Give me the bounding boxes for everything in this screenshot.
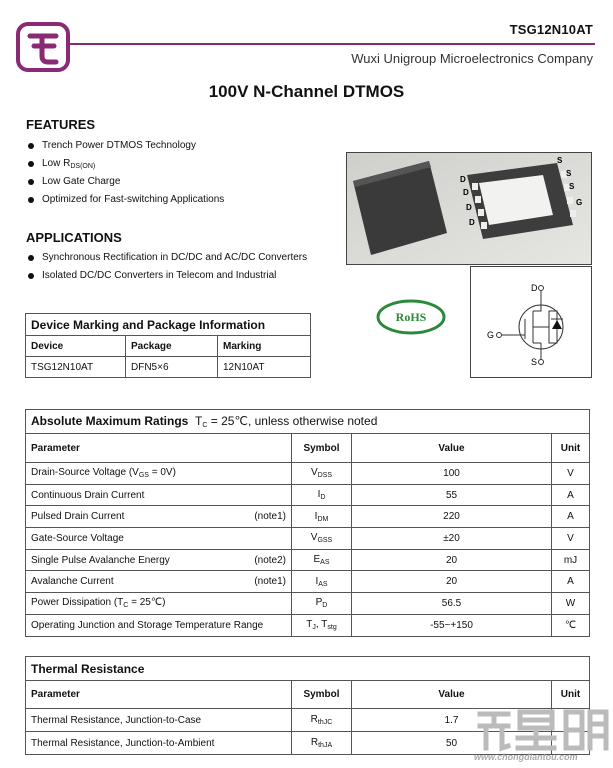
unit-cell: A: [552, 506, 590, 528]
marking-table: [25, 313, 311, 378]
pin-label: S: [557, 156, 563, 165]
table-row: [26, 357, 311, 378]
amr-table-title: Absolute Maximum Ratings $T_C$ = 25℃, unless otherwise noted: [26, 410, 590, 434]
document-title: 100V N-Channel DTMOS: [208, 82, 405, 101]
symbol-cell: $I_{DM}$: [292, 506, 352, 528]
pin-label: S: [569, 182, 575, 191]
note-ref: (note2): [254, 554, 286, 566]
package-illustration: [347, 153, 592, 265]
table-row: [26, 506, 590, 528]
marking-header: Package: [126, 336, 218, 357]
value-cell: 1.7: [352, 709, 552, 732]
marking-cell: 12N10AT: [218, 357, 311, 378]
table-row: [26, 593, 590, 615]
pin-label: D: [469, 218, 475, 227]
value-cell: 20: [352, 571, 552, 593]
value-cell: 55: [352, 484, 552, 506]
parameter-cell: Thermal Resistance, Junction-to-Ambient: [26, 732, 292, 755]
value-cell: 100: [352, 463, 552, 485]
table-row: [26, 549, 590, 571]
parameter-cell: Operating Junction and Storage Temperature Range: [26, 614, 292, 636]
gate-label: G: [487, 330, 495, 340]
symbol-cell: $E_{AS}$: [292, 549, 352, 571]
application-item: Synchronous Rectification in DC/DC and AC/DC Converters: [26, 251, 307, 269]
table-row: [26, 528, 590, 550]
pin-label: S: [566, 169, 572, 178]
table-row: [26, 463, 590, 485]
pin-label: D: [463, 188, 469, 197]
absolute-max-ratings-table: [25, 409, 590, 637]
parameter-cell: Power Dissipation ($T_C$ = 25℃): [26, 593, 292, 615]
value-cell: -55~+150: [352, 614, 552, 636]
unit-cell: A: [552, 484, 590, 506]
amr-header: Parameter: [26, 434, 292, 463]
marking-table-title: Device Marking and Package Information: [26, 314, 311, 336]
feature-item: Optimized for Fast-switching Applications: [26, 193, 224, 211]
drain-label: D: [531, 283, 538, 293]
applications-list: [26, 251, 307, 287]
features-list: [26, 139, 224, 211]
mosfet-schematic: [470, 266, 592, 378]
company-name: Wuxi Unigroup Microelectronics Company: [351, 51, 593, 66]
source-label: S: [531, 357, 538, 367]
feature-item: Low $R_{DS(ON)}$: [26, 157, 224, 175]
note-ref: (note1): [254, 511, 286, 523]
marking-header: Marking: [218, 336, 311, 357]
unit-cell: [552, 709, 590, 732]
pin-label: G: [576, 198, 583, 207]
value-cell: 20: [352, 549, 552, 571]
pin-label: D: [466, 203, 472, 212]
feature-item: Low Gate Charge: [26, 175, 224, 193]
unit-cell: W: [552, 593, 590, 615]
table-row: [26, 614, 590, 636]
applications-heading: APPLICATIONS: [26, 230, 122, 245]
parameter-cell: Pulsed Drain Current (note1): [26, 506, 292, 528]
parameter-cell: Drain-Source Voltage $(V_{GS} = 0V)$: [26, 463, 292, 485]
unit-cell: V: [552, 463, 590, 485]
unit-cell: A: [552, 571, 590, 593]
table-row: [26, 484, 590, 506]
thermal-header: Unit: [552, 681, 590, 709]
company-logo: [16, 22, 70, 72]
pin-label: D: [460, 175, 466, 184]
table-row: [26, 732, 590, 755]
amr-header: Value: [352, 434, 552, 463]
application-item: Isolated DC/DC Converters in Telecom and Industrial: [26, 269, 307, 287]
thermal-header: Value: [352, 681, 552, 709]
symbol-cell: $V_{DSS}$: [292, 463, 352, 485]
symbol-cell: $I_D$: [292, 484, 352, 506]
value-cell: ±20: [352, 528, 552, 550]
symbol-cell: $R_{thJA}$: [292, 732, 352, 755]
package-photo: [346, 152, 592, 265]
symbol-cell: $R_{thJC}$: [292, 709, 352, 732]
symbol-cell: $T_J$, $T_{stg}$: [292, 614, 352, 636]
rohs-badge: [375, 298, 447, 336]
marking-header: Device: [26, 336, 126, 357]
features-heading: FEATURES: [26, 117, 96, 132]
watermark-text: www.chongdiantou.com: [474, 752, 578, 762]
parameter-cell: Thermal Resistance, Junction-to-Case: [26, 709, 292, 732]
amr-header: Unit: [552, 434, 590, 463]
thermal-header: Symbol: [292, 681, 352, 709]
header-rule: [70, 43, 595, 45]
table-row: [26, 571, 590, 593]
symbol-cell: $P_D$: [292, 593, 352, 615]
parameter-cell: Avalanche Current (note1): [26, 571, 292, 593]
thermal-resistance-table: [25, 656, 590, 755]
amr-header: Symbol: [292, 434, 352, 463]
unit-cell: mJ: [552, 549, 590, 571]
symbol-cell: $V_{GSS}$: [292, 528, 352, 550]
unit-cell: ℃: [552, 614, 590, 636]
table-row: [26, 709, 590, 732]
value-cell: 50: [352, 732, 552, 755]
value-cell: 56.5: [352, 593, 552, 615]
parameter-cell: Gate-Source Voltage: [26, 528, 292, 550]
parameter-cell: Single Pulse Avalanche Energy (note2): [26, 549, 292, 571]
parameter-cell: Continuous Drain Current: [26, 484, 292, 506]
package-cell: DFN5×6: [126, 357, 218, 378]
value-cell: 220: [352, 506, 552, 528]
unit-cell: V: [552, 528, 590, 550]
thermal-header: Parameter: [26, 681, 292, 709]
note-ref: (note1): [254, 576, 286, 588]
feature-item: Trench Power DTMOS Technology: [26, 139, 224, 157]
rohs-label: RoHS: [395, 310, 427, 324]
symbol-cell: $I_{AS}$: [292, 571, 352, 593]
device-cell: TSG12N10AT: [26, 357, 126, 378]
part-number: TSG12N10AT: [509, 22, 593, 37]
thermal-table-title: Thermal Resistance: [26, 657, 590, 681]
unit-cell: [552, 732, 590, 755]
